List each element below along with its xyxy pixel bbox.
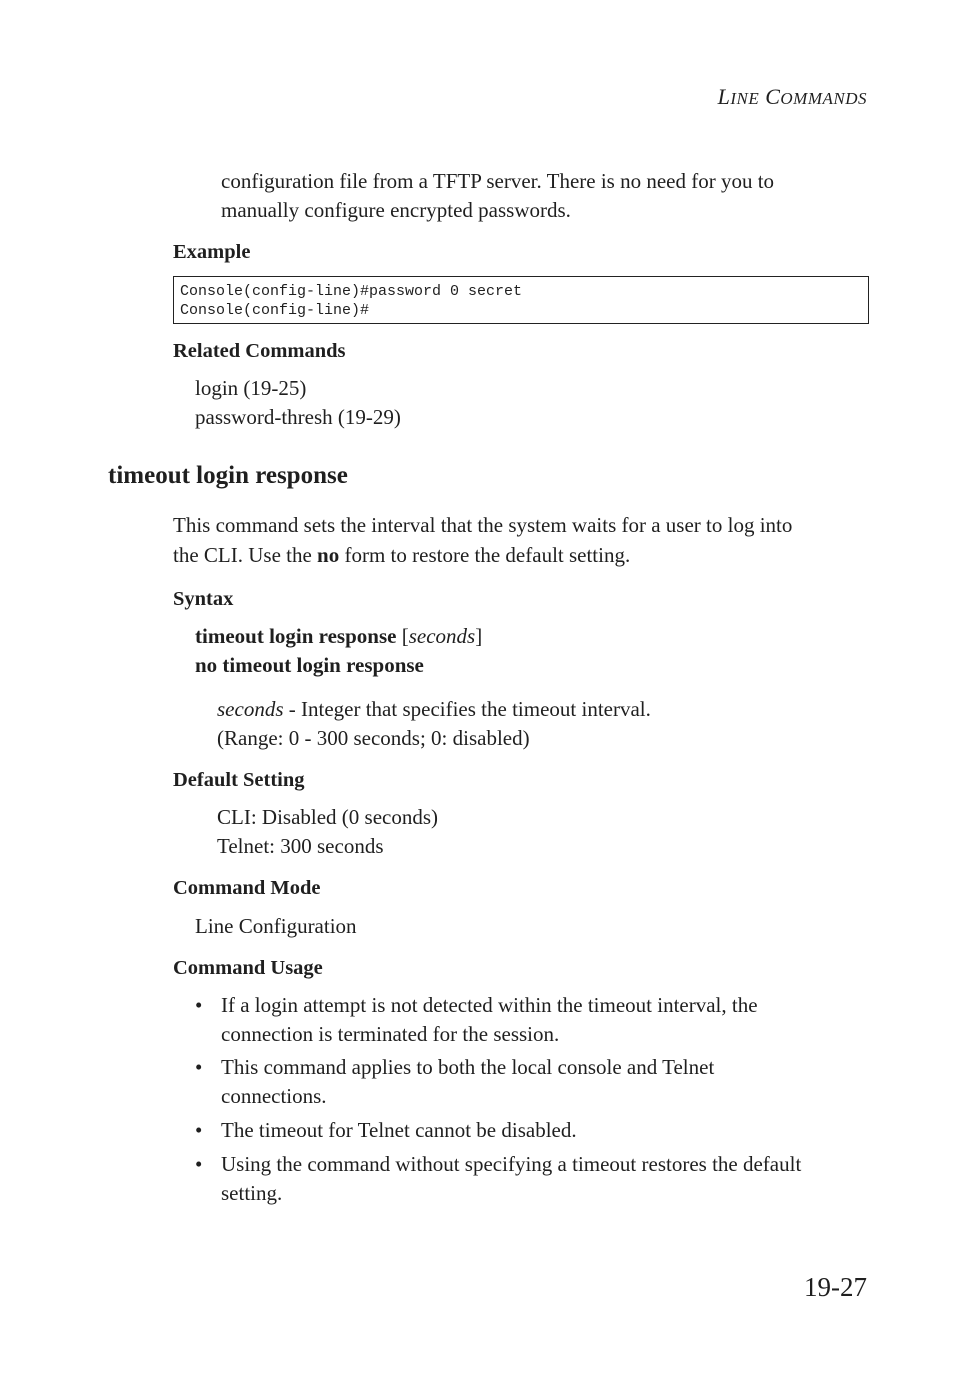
section-title: timeout login response [108,462,348,489]
usage-bullet-1 [195,991,758,1049]
bullet-icon: • [195,993,203,1017]
description-line-2: the CLI. Use the no form to restore the default setting. [173,543,631,567]
intro-line-2: manually configure encrypted passwords. [221,198,571,222]
syntax-command-1: timeout login response [seconds] [195,624,483,648]
bullet-icon: • [195,1152,203,1176]
usage-bullet-2-line-1: This command applies to both the local console and Telnet [221,1055,715,1079]
intro-line-1: configuration file from a TFTP server. There is no need for you to [221,169,775,193]
usage-bullet-4-line-1: Using the command without specifying a timeout restores the default [221,1152,802,1176]
syntax-block [195,622,482,680]
page-number: 19-27 [804,1272,867,1302]
parameter-description [217,695,651,753]
default-cli: CLI: Disabled (0 seconds) [217,805,439,829]
parameter-range: (Range: 0 - 300 seconds; 0: disabled) [217,726,530,750]
code-line-1: Console(config-line)#password 0 secret [180,283,523,300]
usage-bullet-2-line-2: connections. [221,1084,327,1108]
usage-bullet-4-line-2: setting. [221,1181,283,1205]
description-line-1: This command sets the interval that the system waits for a user to log into [173,513,793,537]
usage-bullet-1-line-2: connection is terminated for the session. [221,1022,560,1046]
related-item-login: login (19-25) [195,376,307,400]
usage-bullet-1-line-1: If a login attempt is not detected within the timeout interval, the [221,993,758,1017]
code-line-2: Console(config-line)# [180,302,370,319]
bullet-icon: • [195,1118,203,1142]
usage-bullet-3-line-1: The timeout for Telnet cannot be disabled. [221,1118,577,1142]
intro-paragraph [221,167,774,225]
command-usage-heading: Command Usage [173,957,323,979]
related-commands-list [195,374,401,432]
section-description [173,510,792,570]
syntax-heading: Syntax [173,588,234,610]
usage-bullet-4 [195,1150,801,1208]
command-mode-value: Line Configuration [195,914,357,938]
bullet-icon: • [195,1055,203,1079]
example-code-box [173,276,869,324]
usage-bullet-2 [195,1053,714,1111]
syntax-command-2: no timeout login response [195,653,424,677]
default-telnet: Telnet: 300 seconds [217,834,384,858]
default-setting-values [217,803,438,861]
related-commands-heading: Related Commands [173,340,346,362]
example-heading: Example [173,241,251,263]
running-head: LINE COMMANDS [717,84,867,109]
default-setting-heading: Default Setting [173,769,305,791]
related-item-password-thresh: password-thresh (19-29) [195,405,401,429]
no-keyword: no [317,543,340,567]
command-mode-heading: Command Mode [173,877,321,899]
parameter-line-1: seconds - Integer that specifies the timeout interval. [217,697,651,721]
usage-bullet-3 [195,1116,577,1145]
